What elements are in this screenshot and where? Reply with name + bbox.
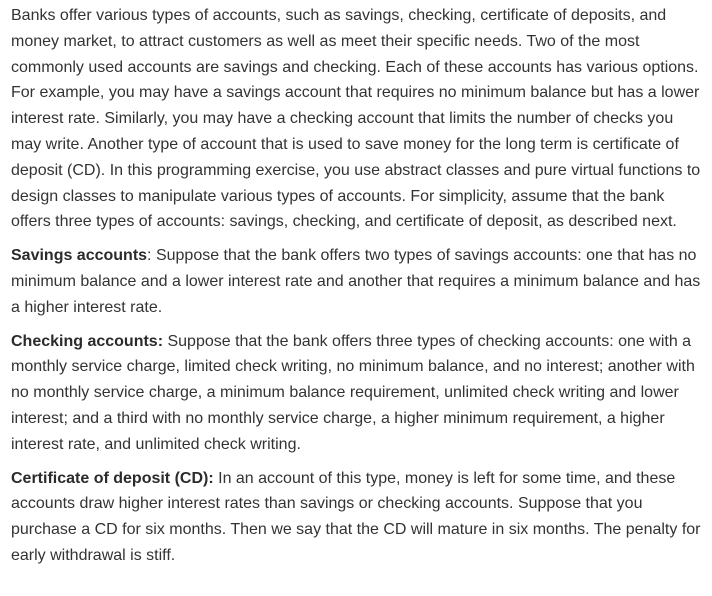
checking-accounts-paragraph bbox=[11, 329, 707, 458]
savings-accounts-paragraph bbox=[11, 243, 707, 320]
savings-accounts-term: Savings accounts bbox=[11, 247, 148, 265]
checking-accounts-text: Suppose that the bank offers three types of checking accounts: one with a monthly service charge, limited check writing, no minimum balance, and no interest; another with no monthly service charge, a minimum balance requirement, unlimited check writing and lower interest; and a third with no monthly service charge, a higher minimum requirement, a higher interest rate, and unlimited check writing. bbox=[11, 332, 695, 453]
document-body bbox=[11, 3, 707, 577]
savings-accounts-separator: : bbox=[147, 247, 152, 265]
certificate-of-deposit-text: In an account of this type, money is left for some time, and these accounts draw higher interest rates than savings or checking accounts. Suppose that you purchase a CD for six months. Then we say that the CD will mature in six months. The penalty for early withdrawal is stiff. bbox=[11, 469, 701, 564]
checking-accounts-term: Checking accounts: bbox=[11, 332, 164, 350]
certificate-of-deposit-paragraph bbox=[11, 466, 707, 569]
savings-accounts-text: Suppose that the bank offers two types of savings accounts: one that has no minimum balance and a lower interest rate and another that requires a minimum balance and has a higher interest rate. bbox=[11, 247, 701, 316]
intro-paragraph: Banks offer various types of accounts, such as savings, checking, certificate of deposits, and money market, to attract customers as well as meet their specific needs. Two of the most commonly used accounts are savings and checking. Each of these accounts has various options. For example, you may have a savings account that requires no minimum balance but has a lower interest rate. Similarly, you may have a checking account that limits the number of checks you may write. Another type of account that is used to save money for the long term is certificate of deposit (CD). In this programming exercise, you use abstract classes and pure virtual functions to design classes to manipulate various types of accounts. For simplicity, assume that the bank offers three types of accounts: savings, checking, and certificate of deposit, as described next. bbox=[11, 7, 701, 231]
certificate-of-deposit-term: Certificate of deposit (CD): bbox=[11, 469, 214, 487]
